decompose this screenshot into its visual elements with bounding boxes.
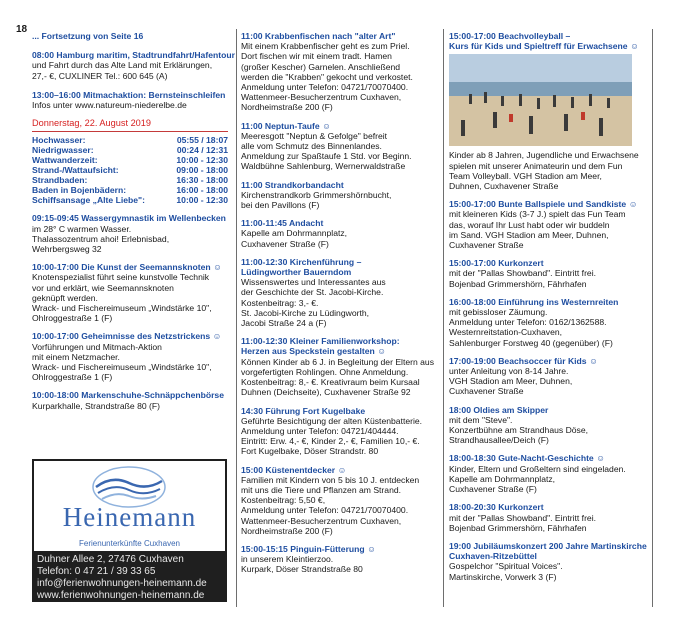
event-text: Knotenspezialist führt seine kunstvolle Technik <box>32 272 210 283</box>
page-number: 18 <box>16 24 28 35</box>
event-text: spielen mit unserer Animateurin und dem Fun <box>449 160 623 171</box>
event-heading: 15:00-17:00 Bunte Ballspiele und Sandkiste ☺ <box>449 199 638 210</box>
page-edge-rule <box>652 29 653 607</box>
event-heading: 11:00 Strandkorbandacht <box>241 179 344 190</box>
event-heading: 09:15-09:45 Wassergymnastik im Wellenbecken <box>32 213 226 224</box>
event-text: Kostenbeitrag: 5,50 €, <box>241 495 326 506</box>
event-text: Mit einem Krabbenfischer geht es zum Priel. <box>241 41 410 52</box>
event-heading: 19:00 Jubiläumskonzert 200 Jahre Martinskirche <box>449 540 647 551</box>
ad-logo-area <box>34 461 225 551</box>
event-text: Wrack- und Fischereimuseum „Windstärke 10", <box>32 303 212 314</box>
event-seemannsknoten <box>32 262 228 323</box>
event-text: Wattenmeer-Besucherzentrum Cuxhaven, <box>241 92 402 103</box>
event-text: mit der "Pallas Showband". Eintritt frei. <box>449 512 597 523</box>
event-text: Team Volleyball. VGH Stadion am Meer, <box>449 170 602 181</box>
event-beachsoccer <box>449 356 641 397</box>
event-text: Kapelle am Dohrmannplatz, <box>449 473 556 484</box>
event-text: mit kleineren Kids (3-7 J.) spielt das Fun Team <box>449 209 626 220</box>
advertisement-heinemann[interactable] <box>32 459 227 602</box>
event-heading: 16:00-18:00 Einführung ins Westernreiten <box>449 296 619 307</box>
event-text: Kostenbeitrag: 3,- €. <box>241 297 319 308</box>
event-text: Geführte Besichtigung der alten Küstenbatterie. <box>241 415 423 426</box>
column-divider <box>443 29 444 607</box>
event-text: Können Kinder ab 6 J. in Begleitung der Eltern aus <box>241 356 435 367</box>
event-schuhboerse <box>32 390 228 410</box>
column-divider <box>236 29 237 607</box>
event-heading: 11:00-12:30 Kirchenführung – <box>241 256 362 267</box>
tide-row: Niedrigwasser: 00:24 / 12:31 <box>32 145 228 156</box>
event-krabbenfischen <box>241 31 431 113</box>
event-text: Cuxhavener Straße <box>449 240 524 251</box>
event-heading: ... Fortsetzung von Seite 16 <box>32 31 144 41</box>
event-text: Familien mit Kindern von 5 bis 10 J. entdecken <box>241 474 420 485</box>
event-kurkonzert-2 <box>449 502 641 533</box>
ad-email[interactable]: info@ferienwohnungen-heinemann.de <box>37 578 207 589</box>
event-text: Thalassozentrum ahoi! Erlebnisbad, <box>32 233 170 244</box>
event-heading: 15:00-17:00 Beachvolleyball – <box>449 31 571 41</box>
event-text: vor und erklärt, wie Seemannsknoten <box>32 282 174 293</box>
event-text: Jacobi Straße 24 a (F) <box>241 318 327 329</box>
tide-row: Wattwanderzeit: 10:00 - 12:30 <box>32 155 228 166</box>
event-heading: 10:00-17:00 Die Kunst der Seemannsknoten ☺ <box>32 262 222 273</box>
event-text: werden die "Krabben" gekocht und verkostet. <box>241 71 413 82</box>
event-text: Duhnen (Deichseite), Cuxhavener Straße 92 <box>241 387 411 398</box>
event-familienworkshop <box>241 336 435 398</box>
event-text: Cuxhavener Straße (F) <box>449 484 537 495</box>
event-text: Waldbühne Sahlenburg, Wernerwaldstraße <box>241 161 406 172</box>
event-text: Ohlroggestraße 1 (F) <box>32 372 113 383</box>
event-heading: 10:00-17:00 Geheimnisse des Netzstrickens ☺ <box>32 331 222 342</box>
event-gute-nacht <box>449 453 641 494</box>
event-text: Martinskirche, Vorwerk 3 (F) <box>449 571 557 582</box>
event-text: mit uns die Tiere und Pflanzen am Strand. <box>241 484 402 495</box>
event-heading: 15:00 Küstenentdecker ☺ <box>241 464 347 475</box>
event-text: Wattenmeer-Besucherzentrum Cuxhaven, <box>241 515 402 526</box>
event-text: Strandhausallee/Deich (F) <box>449 435 549 446</box>
event-text: im 28° C warmen Wasser. <box>32 223 132 234</box>
event-text: Eintritt: Erw. 4,- €, Kinder 2,- €, Familien 10,- €. <box>241 436 420 447</box>
event-text: mit einem Netzmacher. <box>32 351 120 362</box>
event-text: Nordheimstraße 200 (F) <box>241 102 333 113</box>
tide-row: Schiffsansage „Alte Liebe": 10:00 - 12:30 <box>32 195 228 206</box>
event-neptuntaufe <box>241 121 431 172</box>
event-netzstricken <box>32 331 228 382</box>
event-pinguin <box>241 544 431 575</box>
event-heading: 08:00 Hamburg maritim, Stadtrundfahrt/Hafentour <box>32 50 235 61</box>
ad-brand-name: Heinemann <box>62 502 197 532</box>
event-heading: 14:30 Führung Fort Kugelbake <box>241 405 366 416</box>
event-text: Westernreitstation-Cuxhaven, <box>449 327 563 338</box>
event-text: Gospelchor "Spiritual Voices". <box>449 561 563 572</box>
event-text: VGH Stadion am Meer, Duhnen, <box>449 376 573 387</box>
event-heading: 18:00-20:30 Kurkonzert <box>449 502 544 513</box>
tide-row: Strand-/Wattaufsicht: 09:00 - 18:00 <box>32 165 228 176</box>
event-jubilaeumskonzert <box>449 540 647 582</box>
event-text: Anmeldung unter Telefon: 0162/1362588. <box>449 317 607 328</box>
event-text: Sahlenburger Forstweg 40 (gegenüber) (F) <box>449 337 613 348</box>
event-text: Kapelle am Dohrmannplatz, <box>241 228 348 239</box>
event-heading: Kurs für Kids und Spieltreff für Erwachsene ☺ <box>449 41 639 52</box>
event-heading: 15:00-15:15 Pinguin-Fütterung ☺ <box>241 543 376 554</box>
ad-phone: Telefon: 0 47 21 / 39 33 65 <box>37 566 156 577</box>
event-heading: 18:00-18:30 Gute-Nacht-Geschichte ☺ <box>449 453 605 464</box>
event-text: Cuxhavener Straße (F) <box>241 238 329 249</box>
ad-subtitle: Ferienunterkünfte Cuxhaven <box>79 539 180 548</box>
event-text: im Sand. VGH Stadion am Meer, Duhnen, <box>449 229 609 240</box>
event-beachvolleyball <box>449 31 641 191</box>
event-text: Wrack- und Fischereimuseum „Windstärke 10", <box>32 362 212 373</box>
tide-table <box>32 135 228 205</box>
event-text: Dort fischen wir mit einem tradt. Hamen <box>241 51 392 62</box>
event-text: Cuxhavener Straße <box>449 386 524 397</box>
event-text: Kinder, Eltern und Großeltern sind eingeladen. <box>449 463 626 474</box>
event-heading: 15:00-17:00 Kurkonzert <box>449 258 544 269</box>
event-wassergymnastik <box>32 213 228 254</box>
event-text: Ohlroggestraße 1 (F) <box>32 313 113 324</box>
event-bernstein <box>32 90 228 110</box>
event-kurkonzert-1 <box>449 258 641 289</box>
event-text: Fort Kugelbake, Döser Strandstr. 80 <box>241 446 379 457</box>
column-left <box>32 31 235 419</box>
event-text: geknüpft werden. <box>32 292 98 303</box>
column-right <box>449 31 647 590</box>
date-heading: Donnerstag, 22. August 2019 <box>32 118 152 129</box>
ad-website[interactable]: www.ferienwohnungen-heinemann.de <box>37 590 205 601</box>
event-heading: Lüdingworther Bauerndom <box>241 267 352 278</box>
event-heading: Herzen aus Speckstein gestalten ☺ <box>241 346 386 357</box>
event-text: Meeresgott "Neptun & Gefolge" befreit <box>241 130 388 141</box>
ad-address: Duhner Allee 2, 27476 Cuxhaven <box>37 554 184 565</box>
event-kuestenentdecker <box>241 465 431 536</box>
event-text: mit gebissloser Zäumung. <box>449 307 548 318</box>
event-text: der Geschichte der St. Jacobi-Kirche. <box>241 287 384 298</box>
event-text: Anmeldung unter Telefon: 04721/70070400. <box>241 82 409 93</box>
event-heading: 11:00 Krabbenfischen nach "alter Art" <box>241 31 396 41</box>
event-text: Anmeldung unter Telefon: 04721/70070400. <box>241 505 409 516</box>
event-heading: 17:00-19:00 Beachsoccer für Kids ☺ <box>449 355 598 366</box>
event-text: Kostenbeitrag: 8,- €. Kreativraum beim Kursaal <box>241 377 420 388</box>
event-text: Anmeldung unter Telefon: 04721/404444. <box>241 425 399 436</box>
event-text: in unserem Kleintierzoo. <box>241 554 334 565</box>
ad-contact <box>37 554 207 602</box>
event-text: (großer Kescher) Garnelen. Anschließend <box>241 61 401 72</box>
event-text: vorgefertigten Rohlingen. Ohne Anmeldung. <box>241 366 409 377</box>
event-text: mit der "Pallas Showband". Eintritt frei. <box>449 268 597 279</box>
event-westernreiten <box>449 297 641 348</box>
event-text: 27,- €, CUXLINER Tel.: 600 645 (A) <box>32 70 168 81</box>
event-text: Kurparkhalle, Strandstraße 80 (F) <box>32 400 161 411</box>
event-text: Konzertbühne am Strandhaus Döse, <box>449 425 589 436</box>
event-text: Bojenbad Grimmershörn, Fährhafen <box>449 522 587 533</box>
event-text: Kirchenstrandkorb Grimmershörnbucht, <box>241 189 392 200</box>
date-rule <box>32 131 228 132</box>
event-text: Duhnen, Cuxhavener Straße <box>449 181 559 192</box>
event-ballspiele <box>449 199 641 250</box>
event-text: Vorführungen und Mitmach-Aktion <box>32 341 162 352</box>
event-heading: 18:00 Oldies am Skipper <box>449 404 549 415</box>
event-heading: 11:00-11:45 Andacht <box>241 218 324 229</box>
event-text: Nordheimstraße 200 (F) <box>241 525 333 536</box>
event-text: und Fahrt durch das Alte Land mit Erklärungen, <box>32 60 213 71</box>
event-text: Wehrbergsweg 32 <box>32 244 102 255</box>
event-heading: 10:00-18:00 Markenschuhe-Schnäppchenbörse <box>32 390 224 401</box>
tide-row: Baden in Bojenbädern: 16:00 - 18:00 <box>32 185 228 196</box>
event-heading: 11:00 Neptun-Taufe ☺ <box>241 120 331 131</box>
event-text: alle vom Schmutz des Binnenlandes. <box>241 141 382 152</box>
tide-row: Hochwasser: 05:55 / 18:07 <box>32 135 228 146</box>
tide-row: Strandbaden: 16:30 - 18:00 <box>32 175 228 186</box>
event-oldies <box>449 405 641 446</box>
event-text: Infos unter www.natureum-niederelbe.de <box>32 100 187 111</box>
beach-photo <box>449 54 632 146</box>
event-heading: 13:00–16:00 Mitmachaktion: Bernsteinschleifen <box>32 89 226 100</box>
event-text: Wissenswertes und Interessantes aus <box>241 277 386 288</box>
event-text: Anmeldung zur Spaßtaufe 1 Std. vor Beginn. <box>241 151 412 162</box>
event-text: unter Anleitung von 8-14 Jahre. <box>449 366 569 377</box>
event-heading: Cuxhaven-Ritzebüttel <box>449 551 537 562</box>
event-kirchenfuehrung <box>241 257 431 328</box>
event-text: St. Jacobi-Kirche zu Lüdingworth, <box>241 307 370 318</box>
event-text: mit dem "Steve". <box>449 414 513 425</box>
event-text: Bojenbad Grimmershörn, Fährhafen <box>449 278 587 289</box>
event-text: das, worauf Ihr Lust habt oder wir buddeln <box>449 219 610 230</box>
event-hamburg <box>32 50 235 81</box>
event-continued <box>32 31 228 41</box>
column-middle <box>241 31 435 583</box>
event-text: bei den Pavillons (F) <box>241 200 320 211</box>
event-fort-kugelbake <box>241 406 431 457</box>
event-text: Kinder ab 8 Jahren, Jugendliche und Erwachsene <box>449 150 639 161</box>
event-text: Kurpark, Döser Strandstraße 80 <box>241 564 363 575</box>
event-heading: 11:00-12:30 Kleiner Familienworkshop: <box>241 336 400 347</box>
event-andacht <box>241 218 431 249</box>
event-strandkorbandacht <box>241 180 431 211</box>
